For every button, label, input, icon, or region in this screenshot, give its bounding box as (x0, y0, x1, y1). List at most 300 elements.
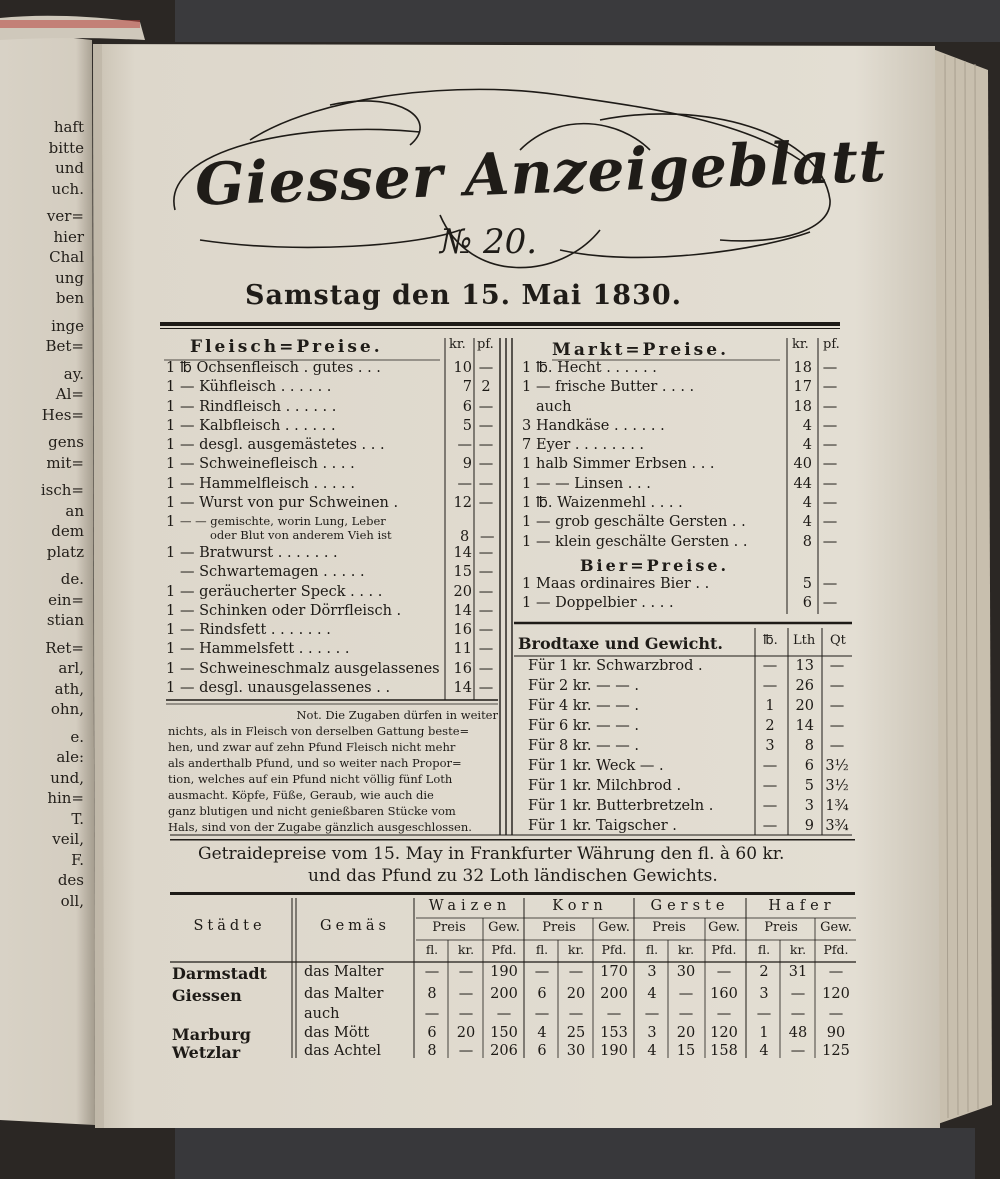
left-page-line: dem (51, 522, 84, 540)
row-value: 4 (647, 986, 657, 1002)
row-value: — (716, 964, 732, 980)
row-item-name: — Kühfleisch . . . . . . (180, 379, 332, 396)
row-price-kr: 5 (462, 417, 472, 434)
sub-header-preis: Preis (652, 920, 686, 935)
row-item-name: ℔. Hecht . . . . . . (536, 360, 657, 376)
brod-pfund: — (762, 678, 778, 694)
row-value: 30 (676, 964, 696, 980)
row-quantity: 1 (522, 360, 532, 376)
row-value: — (424, 1006, 440, 1022)
row-item-name: — Hammelfleisch . . . . . (180, 475, 355, 492)
row-price-kr: 6 (802, 595, 812, 612)
row-value: 15 (676, 1043, 696, 1059)
row-item-name: ℔. Waizenmehl . . . . (536, 495, 683, 512)
sub-header-gew: Gew. (488, 920, 520, 935)
markt-col-kr: kr. (792, 337, 809, 352)
row-value: — (568, 964, 584, 980)
row-value: 150 (490, 1025, 518, 1041)
row-value: — (458, 1043, 474, 1059)
left-page-line: haft (53, 118, 84, 136)
grain-header: Korn (552, 898, 608, 914)
row-value: 6 (427, 1025, 437, 1041)
unit-pfd: Pfd. (711, 942, 737, 957)
brod-item: Für 1 kr. Weck — . (528, 758, 664, 774)
row-price-kr: 7 (462, 379, 472, 396)
left-page-line: ung (55, 268, 84, 287)
unit-kr: kr. (677, 942, 695, 957)
row-price-pf: — (478, 475, 494, 492)
brod-col-pf: ℔. (763, 633, 778, 648)
brod-loth: 6 (804, 758, 814, 774)
brod-pfund: — (762, 758, 778, 774)
left-page-line: ath, (54, 679, 84, 698)
fleisch-note-line: tion, welches auf ein Pfund nicht völlig fünf Loth (168, 772, 453, 786)
brod-loth: 26 (795, 678, 814, 694)
row-item-name: — geräucherter Speck . . . . (180, 583, 383, 600)
row-price-kr: 4 (802, 495, 812, 512)
col-header-staedte: Städte (193, 918, 266, 934)
row-item-name: — Doppelbier . . . . (536, 595, 674, 612)
left-page-line: ein= (48, 590, 84, 609)
fleisch-note-kr: 8 (460, 529, 470, 545)
row-price-kr: 5 (802, 576, 812, 592)
fleisch-note-line2: oder Blut von anderem Vieh ist (210, 528, 392, 542)
row-price-pf: — (478, 545, 494, 561)
row-value: — (678, 986, 694, 1002)
row-item-name: — — Linsen . . . (536, 475, 651, 492)
row-price-kr: 14 (453, 545, 472, 561)
left-page-line: inge (51, 316, 84, 335)
row-item-name: Handkäse . . . . . . (536, 417, 665, 434)
brod-pfund: 2 (765, 718, 775, 734)
row-price-pf: — (822, 379, 838, 396)
row-price-kr: 12 (453, 495, 472, 512)
row-price-kr: 14 (453, 680, 472, 697)
row-city: Giessen (172, 986, 242, 1005)
row-value: — (496, 1006, 512, 1022)
row-value: 20 (676, 1025, 696, 1041)
row-item-name: halb Simmer Erbsen . . . (536, 456, 715, 473)
fleisch-note-pf: — (480, 529, 495, 545)
grain-header: Hafer (768, 898, 836, 914)
left-page-line: Chal (49, 248, 84, 266)
row-value: 8 (427, 986, 437, 1002)
row-price-kr: 8 (802, 533, 812, 550)
row-price-kr: 17 (793, 379, 812, 396)
left-page-line: ale: (56, 748, 84, 766)
row-value: — (606, 1006, 622, 1022)
row-price-kr: 15 (453, 564, 472, 581)
row-quantity: 1 (166, 495, 176, 512)
row-value: 4 (647, 1043, 657, 1059)
grain-header: Gerste (650, 898, 730, 914)
unit-fl: fl. (535, 942, 549, 957)
row-price-kr: 20 (453, 583, 472, 600)
fleisch-note-line: ausmacht. Köpfe, Füße, Geraub, wie auch die (168, 788, 434, 802)
fleisch-col-kr: kr. (449, 337, 466, 352)
left-page-line: e. (70, 727, 84, 746)
row-value: 4 (537, 1025, 547, 1041)
row-quantity: 1 (166, 641, 176, 658)
row-price-pf: — (822, 595, 838, 612)
row-value: 2 (759, 964, 769, 980)
left-page-line: oll, (60, 891, 84, 910)
row-price-pf: — (478, 660, 494, 677)
row-price-pf: — (822, 456, 838, 473)
row-price-pf: — (822, 437, 838, 454)
brod-loth: 3 (804, 798, 814, 814)
row-value: 20 (456, 1025, 476, 1041)
brod-pfund: — (762, 798, 778, 814)
row-price-kr: 16 (453, 660, 472, 677)
row-item-name: — Hammelsfett . . . . . . (180, 641, 350, 658)
brod-item: Für 4 kr. — — . (528, 698, 639, 714)
row-value: 48 (788, 1025, 808, 1041)
row-value: — (828, 1006, 844, 1022)
row-quantity: 1 (522, 514, 532, 531)
row-item-name: ℔ Ochsenfleisch . gutes . . . (180, 360, 381, 376)
row-quantity: 1 (522, 533, 532, 550)
left-page-line: veil, (52, 830, 84, 848)
row-city: Wetzlar (172, 1043, 241, 1062)
left-page-line: T. (71, 809, 84, 828)
brod-pfund: — (762, 658, 778, 674)
fleisch-col-pf: pf. (477, 337, 494, 352)
row-price-kr: 9 (462, 456, 472, 473)
row-quantity: 7 (522, 437, 532, 454)
row-value: — (568, 1006, 584, 1022)
bier-title: Bier=Preise. (580, 556, 730, 575)
brod-pfund: 1 (765, 698, 775, 714)
row-value: — (458, 1006, 474, 1022)
brod-pfund: — (762, 818, 778, 834)
row-value: — (716, 1006, 732, 1022)
row-price-kr: 10 (453, 360, 472, 376)
row-item-name: — Kalbfleisch . . . . . . (180, 417, 336, 434)
row-quantity: 1 (166, 398, 176, 415)
row-price-kr: — (457, 437, 472, 454)
brod-loth: 8 (804, 738, 814, 754)
row-item-name: — desgl. unausgelassenes . . (180, 680, 391, 697)
fleisch-note-line: ganz blutigen und nicht genießbaren Stücke vom (168, 804, 456, 818)
row-item-name: — frische Butter . . . . (536, 379, 695, 396)
col-header-gemaes: Gemäs (320, 918, 390, 934)
row-value: — (424, 964, 440, 980)
row-quantity: 1 (522, 475, 532, 492)
brod-quent: 1¾ (825, 798, 849, 814)
row-item-name: auch (536, 398, 572, 415)
row-city: Darmstadt (172, 964, 267, 983)
row-price-pf: — (478, 564, 494, 581)
sub-header-preis: Preis (764, 920, 798, 935)
brod-quent: 3¾ (825, 818, 849, 834)
row-price-pf: — (822, 417, 838, 434)
row-quantity: 1 (166, 622, 176, 639)
left-page-line: hin= (47, 789, 84, 807)
row-value: 200 (600, 986, 628, 1002)
row-value: 125 (822, 1043, 850, 1059)
row-quantity: 1 (166, 456, 176, 473)
row-quantity: 1 (522, 495, 532, 512)
row-item-name: Maas ordinaires Bier . . (536, 576, 710, 592)
left-page-line: Bet= (45, 337, 84, 355)
getraide-heading-1: Getraidepreise vom 15. May in Frankfurter Währung den fl. à 60 kr. (198, 844, 785, 864)
row-price-kr: 14 (453, 602, 472, 619)
sub-header-preis: Preis (432, 920, 466, 935)
row-price-pf: — (822, 576, 838, 592)
unit-pfd: Pfd. (823, 942, 849, 957)
brod-item: Für 1 kr. Butterbretzeln . (528, 798, 714, 814)
row-measure: das Mött (304, 1025, 370, 1041)
left-page-line: ver= (46, 207, 84, 225)
row-value: 190 (600, 1043, 628, 1059)
row-price-kr: 16 (453, 622, 472, 639)
brod-col-qt: Qt (830, 633, 846, 648)
row-price-kr: 4 (802, 417, 812, 434)
row-item-name: — Schinken oder Dörrfleisch . (180, 602, 402, 619)
sub-header-gew: Gew. (820, 920, 852, 935)
row-quantity: 1 (166, 437, 176, 454)
row-price-kr: 18 (793, 360, 812, 376)
brod-loth: 9 (804, 818, 814, 834)
row-value: 153 (600, 1025, 628, 1041)
fleisch-title: Fleisch=Preise. (190, 337, 383, 357)
left-page-line: bitte (48, 138, 84, 157)
row-item-name: — Schweineschmalz ausgelassenes (180, 660, 440, 677)
fleisch-note-line: nichts, als in Fleisch von derselben Gattung beste= (168, 724, 470, 738)
fleisch-note-line1: — — gemischte, worin Lung, Leber (180, 514, 386, 528)
row-quantity: 1 (522, 576, 532, 592)
left-page-line: ohn, (50, 700, 84, 718)
row-price-pf: — (478, 398, 494, 415)
row-measure: das Malter (304, 964, 384, 980)
row-item-name: — desgl. ausgemästetes . . . (180, 437, 385, 454)
row-city: Marburg (172, 1025, 251, 1044)
brod-quent: 3½ (825, 758, 849, 774)
row-price-kr: 4 (802, 514, 812, 531)
row-item-name: Eyer . . . . . . . . (536, 437, 645, 454)
row-quantity: 1 (166, 545, 176, 561)
row-quantity: 3 (522, 417, 532, 434)
row-price-pf: — (478, 437, 494, 454)
left-page-line: stian (46, 611, 84, 629)
fleisch-note-qty: 1 (166, 514, 176, 530)
row-quantity: 1 (522, 595, 532, 612)
left-page-line: de. (60, 570, 84, 588)
brod-quent: — (829, 678, 845, 694)
left-page-line: F. (71, 850, 84, 869)
row-measure: das Malter (304, 986, 384, 1002)
row-value: 31 (788, 964, 808, 980)
row-value: — (678, 1006, 694, 1022)
row-value: — (458, 986, 474, 1002)
row-price-pf: — (478, 602, 494, 619)
row-quantity: 1 (166, 475, 176, 492)
left-page-line: hier (53, 227, 84, 246)
left-page-line: Hes= (41, 405, 84, 424)
row-value: 160 (710, 986, 738, 1002)
row-quantity: 1 (166, 602, 176, 619)
left-page-line: isch= (40, 481, 84, 499)
brod-loth: 13 (795, 658, 814, 674)
row-item-name: — klein geschälte Gersten . . (536, 533, 748, 550)
row-item-name: — grob geschälte Gersten . . (536, 514, 746, 531)
row-quantity: 1 (166, 417, 176, 434)
issue-date: Samstag den 15. Mai 1830. (245, 280, 683, 311)
left-page-line: gens (48, 433, 84, 451)
row-value: — (756, 1006, 772, 1022)
row-price-pf: — (822, 514, 838, 531)
row-value: — (790, 1006, 806, 1022)
left-page-line: Al= (55, 385, 84, 403)
fleisch-note-line: Not. Die Zugaben dürfen in weiter (296, 708, 498, 722)
unit-fl: fl. (757, 942, 771, 957)
row-price-pf: — (822, 475, 838, 492)
left-page-line: mit= (46, 453, 84, 472)
row-value: 6 (537, 1043, 547, 1059)
row-value: 25 (566, 1025, 586, 1041)
row-price-pf: — (478, 641, 494, 658)
brod-pfund: 3 (765, 738, 775, 754)
row-price-pf: — (822, 398, 838, 415)
row-value: — (790, 1043, 806, 1059)
brod-item: Für 1 kr. Milchbrod . (528, 778, 682, 794)
row-price-kr: 11 (453, 641, 472, 658)
brod-quent: 3½ (825, 778, 849, 794)
row-value: 6 (537, 986, 547, 1002)
row-item-name: — Wurst von pur Schweinen . (180, 495, 399, 512)
unit-pfd: Pfd. (491, 942, 517, 957)
unit-pfd: Pfd. (601, 942, 627, 957)
row-value: — (828, 964, 844, 980)
row-value: 90 (826, 1025, 846, 1041)
row-measure: das Achtel (304, 1043, 381, 1059)
brod-quent: — (829, 698, 845, 714)
row-price-pf: — (478, 360, 494, 376)
left-page-line: Ret= (45, 638, 84, 657)
row-value: — (458, 964, 474, 980)
brod-quent: — (829, 718, 845, 734)
row-price-kr: 40 (793, 456, 812, 473)
fleisch-note-line: als anderthalb Pfund, und so weiter nach Propor= (168, 756, 462, 770)
row-item-name: — Bratwurst . . . . . . . (180, 545, 338, 561)
row-price-kr: 44 (793, 475, 812, 492)
row-value: 120 (822, 986, 850, 1002)
brod-loth: 5 (804, 778, 814, 794)
row-quantity: 1 (166, 379, 176, 396)
row-price-kr: — (457, 475, 472, 492)
row-price-kr: 6 (462, 398, 472, 415)
row-value: 158 (710, 1043, 738, 1059)
row-value: 206 (490, 1043, 518, 1059)
left-page-line: des (57, 871, 84, 889)
row-value: — (534, 1006, 550, 1022)
row-price-pf: — (478, 456, 494, 473)
sub-header-preis: Preis (542, 920, 576, 935)
row-item-name: — Schwartemagen . . . . . (180, 564, 365, 581)
row-quantity: 1 (166, 360, 176, 376)
row-value: 8 (427, 1043, 437, 1059)
row-value: 170 (600, 964, 628, 980)
brod-col-lth: Lth (793, 633, 816, 648)
getraide-heading-2: und das Pfund zu 32 Loth ländischen Gewichts. (308, 866, 718, 886)
left-page-line: und, (50, 768, 84, 787)
grain-header: Waizen (428, 898, 512, 914)
row-price-pf: 2 (481, 379, 491, 396)
brod-quent: — (829, 658, 845, 674)
row-quantity: 1 (522, 379, 532, 396)
row-item-name: — Schweinefleisch . . . . (180, 456, 355, 473)
markt-title: Markt=Preise. (552, 340, 729, 360)
row-value: 1 (759, 1025, 769, 1041)
newspaper-title: Giesser Anzeigeblatt (194, 126, 888, 219)
brod-quent: — (829, 738, 845, 754)
unit-kr: kr. (567, 942, 585, 957)
brod-item: Für 1 kr. Schwarzbrod . (528, 658, 703, 674)
row-quantity: 1 (166, 680, 176, 697)
brod-pfund: — (762, 778, 778, 794)
row-value: 3 (647, 964, 657, 980)
brod-item: Für 6 kr. — — . (528, 718, 639, 734)
left-page-line: und (55, 159, 84, 177)
row-value: 3 (759, 986, 769, 1002)
row-item-name: — Rindfleisch . . . . . . (180, 398, 337, 415)
row-value: 200 (490, 986, 518, 1002)
row-quantity: 1 (166, 660, 176, 677)
row-price-pf: — (478, 680, 494, 697)
brod-loth: 14 (795, 718, 814, 734)
row-price-pf: — (478, 622, 494, 639)
unit-fl: fl. (425, 942, 439, 957)
fleisch-note-line: hen, und zwar auf zehn Pfund Fleisch nicht mehr (168, 740, 456, 754)
sub-header-gew: Gew. (708, 920, 740, 935)
brod-item: Für 1 kr. Taigscher . (528, 818, 677, 834)
row-price-pf: — (822, 360, 838, 376)
row-price-kr: 18 (793, 398, 812, 415)
brod-title: Brodtaxe und Gewicht. (518, 634, 723, 653)
row-value: 30 (566, 1043, 586, 1059)
row-value: — (534, 964, 550, 980)
row-price-pf: — (822, 533, 838, 550)
brod-item: Für 8 kr. — — . (528, 738, 639, 754)
row-value: 190 (490, 964, 518, 980)
row-value: 4 (759, 1043, 769, 1059)
row-price-pf: — (822, 495, 838, 512)
left-page-line: platz (46, 542, 84, 561)
row-value: — (790, 986, 806, 1002)
row-item-name: — Rindsfett . . . . . . . (180, 622, 331, 639)
brod-item: Für 2 kr. — — . (528, 678, 639, 694)
row-value: 20 (566, 986, 586, 1002)
left-page-line: uch. (51, 179, 84, 198)
row-value: 3 (647, 1025, 657, 1041)
left-page-line: ben (55, 289, 84, 307)
markt-col-pf: pf. (823, 337, 840, 352)
row-quantity: 1 (166, 583, 176, 600)
left-page-line: an (65, 501, 84, 520)
issue-number: № 20. (440, 222, 538, 262)
left-page-line: ay. (63, 364, 84, 383)
fleisch-note-line: Hals, sind von der Zugabe gänzlich ausgeschlossen. (168, 820, 472, 834)
row-measure: auch (304, 1006, 340, 1022)
row-value: 120 (710, 1025, 738, 1041)
brod-loth: 20 (795, 698, 814, 714)
row-value: — (644, 1006, 660, 1022)
unit-fl: fl. (645, 942, 659, 957)
row-price-kr: 4 (802, 437, 812, 454)
row-price-pf: — (478, 495, 494, 512)
left-page-line: arl, (58, 659, 84, 677)
